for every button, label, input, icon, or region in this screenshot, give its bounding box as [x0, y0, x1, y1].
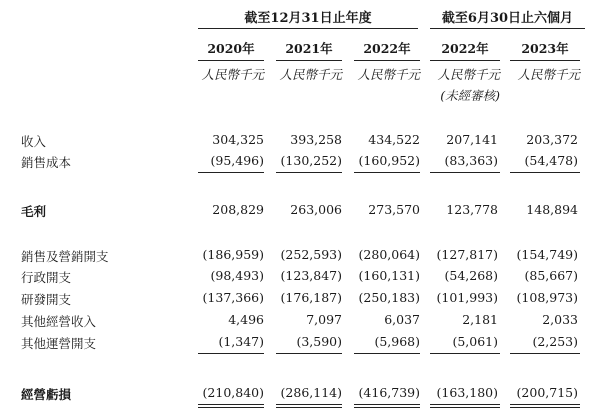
row-label-selling-marketing: 銷售及營銷開支: [21, 249, 109, 264]
row-label-gross-profit: 毛利: [21, 204, 47, 219]
cell-other-expenses-2021: (3,590): [296, 334, 342, 349]
cell-gross-profit-2022-interim: 123,778: [446, 202, 498, 217]
unit-2020: 人民幣千元: [201, 67, 264, 82]
cell-selling-marketing-2021: (252,593): [280, 247, 342, 262]
cell-other-expenses-2023-interim: (2,253): [532, 334, 578, 349]
year-rule-2021: [276, 60, 342, 61]
cell-operating-loss-2022-interim: (163,180): [436, 385, 498, 400]
cell-selling-marketing-2022-interim: (127,817): [436, 247, 498, 262]
year-2020: 2020年: [207, 41, 255, 56]
row-label-admin: 行政開支: [21, 270, 72, 285]
cell-rnd-2022-interim: (101,993): [436, 290, 498, 305]
final-rule-2020b: [198, 407, 264, 408]
cell-gross-profit-2021: 263,006: [290, 202, 342, 217]
row-label-operating-loss: 經營虧損: [21, 387, 72, 402]
header-group-annual-rule: [198, 28, 418, 29]
unit-2022-interim: 人民幣千元: [437, 67, 500, 82]
cell-operating-loss-2023-interim: (200,715): [516, 385, 578, 400]
cell-revenue-2022-interim: 207,141: [446, 132, 498, 147]
final-rule-2022-interim: [430, 404, 500, 405]
cell-rnd-2023-interim: (108,973): [516, 290, 578, 305]
cell-admin-2020: (98,493): [210, 268, 264, 283]
cell-other-income-2021: 7,097: [306, 312, 342, 327]
cell-revenue-2020: 304,325: [212, 132, 264, 147]
year-2022-interim: 2022年: [441, 41, 489, 56]
cell-cost-of-sales-2022-interim: (83,363): [444, 153, 498, 168]
cell-operating-loss-2021: (286,114): [280, 385, 342, 400]
header-group-interim: 截至6月30日止六個月: [441, 11, 574, 26]
cell-admin-2023-interim: (85,667): [524, 268, 578, 283]
row-label-cost-of-sales: 銷售成本: [21, 155, 72, 170]
cell-selling-marketing-2023-interim: (154,749): [516, 247, 578, 262]
cell-selling-marketing-2022: (280,064): [358, 247, 420, 262]
year-rule-2020: [198, 60, 264, 61]
cell-revenue-2022: 434,522: [368, 132, 420, 147]
cell-other-income-2020: 4,496: [228, 312, 264, 327]
total-rule-2022: [354, 353, 420, 354]
subtotal-rule-2023-interim: [510, 172, 580, 173]
year-rule-2023-interim: [510, 60, 580, 61]
cell-admin-2022-interim: (54,268): [444, 268, 498, 283]
subtotal-rule-2021: [276, 172, 342, 173]
final-rule-2023-interim: [510, 404, 580, 405]
year-2021: 2021年: [285, 41, 333, 56]
final-rule-2023-interim-b: [510, 407, 580, 408]
cell-rnd-2021: (176,187): [280, 290, 342, 305]
year-rule-2022: [354, 60, 420, 61]
unaudited-note: (未經審核): [440, 88, 500, 103]
final-rule-2022: [354, 404, 420, 405]
final-rule-2022b: [354, 407, 420, 408]
header-group-interim-rule: [430, 28, 585, 29]
cell-cost-of-sales-2023-interim: (54,478): [524, 153, 578, 168]
cell-revenue-2023-interim: 203,372: [526, 132, 578, 147]
cell-cost-of-sales-2020: (95,496): [210, 153, 264, 168]
year-2023-interim: 2023年: [521, 41, 569, 56]
cell-cost-of-sales-2021: (130,252): [280, 153, 342, 168]
header-group-annual: 截至12月31日止年度: [244, 11, 372, 26]
unit-2022: 人民幣千元: [357, 67, 420, 82]
cell-operating-loss-2022: (416,739): [358, 385, 420, 400]
total-rule-2022-interim: [430, 353, 500, 354]
final-rule-2020: [198, 404, 264, 405]
year-rule-2022-interim: [430, 60, 500, 61]
cell-admin-2021: (123,847): [280, 268, 342, 283]
total-rule-2023-interim: [510, 353, 580, 354]
row-label-other-income: 其他經營收入: [21, 314, 97, 329]
cell-rnd-2022: (250,183): [358, 290, 420, 305]
cell-gross-profit-2020: 208,829: [212, 202, 264, 217]
cell-gross-profit-2023-interim: 148,894: [526, 202, 578, 217]
total-rule-2020: [198, 353, 264, 354]
cell-other-income-2022-interim: 2,181: [462, 312, 498, 327]
final-rule-2021b: [276, 407, 342, 408]
total-rule-2021: [276, 353, 342, 354]
subtotal-rule-2022-interim: [430, 172, 500, 173]
cell-gross-profit-2022: 273,570: [368, 202, 420, 217]
cell-other-income-2022: 6,037: [384, 312, 420, 327]
cell-other-expenses-2020: (1,347): [218, 334, 264, 349]
cell-rnd-2020: (137,366): [202, 290, 264, 305]
cell-admin-2022: (160,131): [358, 268, 420, 283]
row-label-other-expenses: 其他運營開支: [21, 336, 97, 351]
cell-revenue-2021: 393,258: [290, 132, 342, 147]
cell-selling-marketing-2020: (186,959): [202, 247, 264, 262]
cell-cost-of-sales-2022: (160,952): [358, 153, 420, 168]
cell-operating-loss-2020: (210,840): [202, 385, 264, 400]
cell-other-expenses-2022: (5,968): [374, 334, 420, 349]
row-label-rnd: 研發開支: [21, 292, 72, 307]
unit-2021: 人民幣千元: [279, 67, 342, 82]
subtotal-rule-2020: [198, 172, 264, 173]
final-rule-2022-interim-b: [430, 407, 500, 408]
unit-2023-interim: 人民幣千元: [517, 67, 580, 82]
final-rule-2021: [276, 404, 342, 405]
row-label-revenue: 收入: [21, 134, 47, 149]
year-2022: 2022年: [363, 41, 411, 56]
cell-other-income-2023-interim: 2,033: [542, 312, 578, 327]
cell-other-expenses-2022-interim: (5,061): [452, 334, 498, 349]
subtotal-rule-2022: [354, 172, 420, 173]
